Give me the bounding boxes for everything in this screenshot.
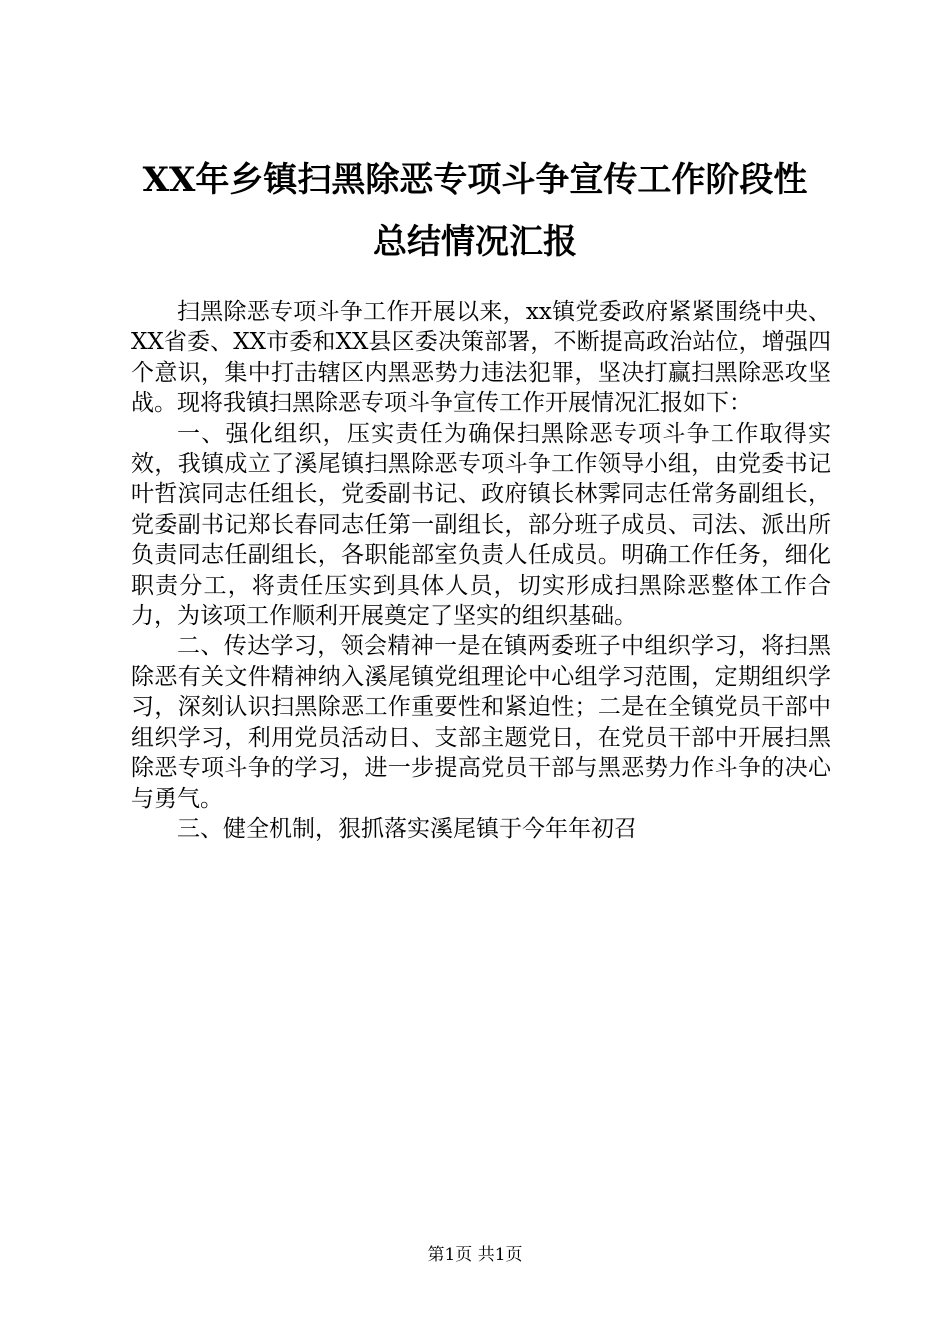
paragraph-section-3: 三、健全机制，狠抓落实溪尾镇于今年年初召: [177, 815, 637, 842]
page-footer: 第1页 共1页: [427, 1245, 523, 1265]
document-title-line-2: 总结情况汇报: [373, 222, 577, 262]
paragraph-intro: 扫黑除恶专项斗争工作开展以来，xx镇党委政府紧紧围绕中央、XX省委、XX市委和XX县区委决策部署，不断提高政治站位，增强四个意识，集中打击辖区内黑恶势力违法犯罪，坚决打赢扫黑除恶攻坚战。现将我镇扫黑除恶专项斗争宣传工作开展情况汇报如下：: [131, 299, 831, 417]
paragraph-section-2: 二、传达学习，领会精神一是在镇两委班子中组织学习，将扫黑除恶有关文件精神纳入溪尾镇党组理论中心组学习范围，定期组织学习，深刻认识扫黑除恶工作重要性和紧迫性；二是在全镇党员干部中组织学习，利用党员活动日、支部主题党日，在党员干部中开展扫黑除恶专项斗争的学习，进一步提高党员干部与黑恶势力作斗争的决心与勇气。: [131, 633, 831, 812]
paragraph-section-1: 一、强化组织，压实责任为确保扫黑除恶专项斗争工作取得实效，我镇成立了溪尾镇扫黑除恶专项斗争工作领导小组，由党委书记叶哲滨同志任组长，党委副书记、政府镇长林霁同志任常务副组长，党委副书记郑长春同志任第一副组长，部分班子成员、司法、派出所负责同志任副组长，各职能部室负责人任成员。明确工作任务，细化职责分工，将责任压实到具体人员，切实形成扫黑除恶整体工作合力，为该项工作顺利开展奠定了坚实的组织基础。: [131, 420, 831, 630]
document-title-line-1: XX年乡镇扫黑除恶专项斗争宣传工作阶段性: [142, 160, 808, 200]
document-body: [131, 297, 831, 844]
